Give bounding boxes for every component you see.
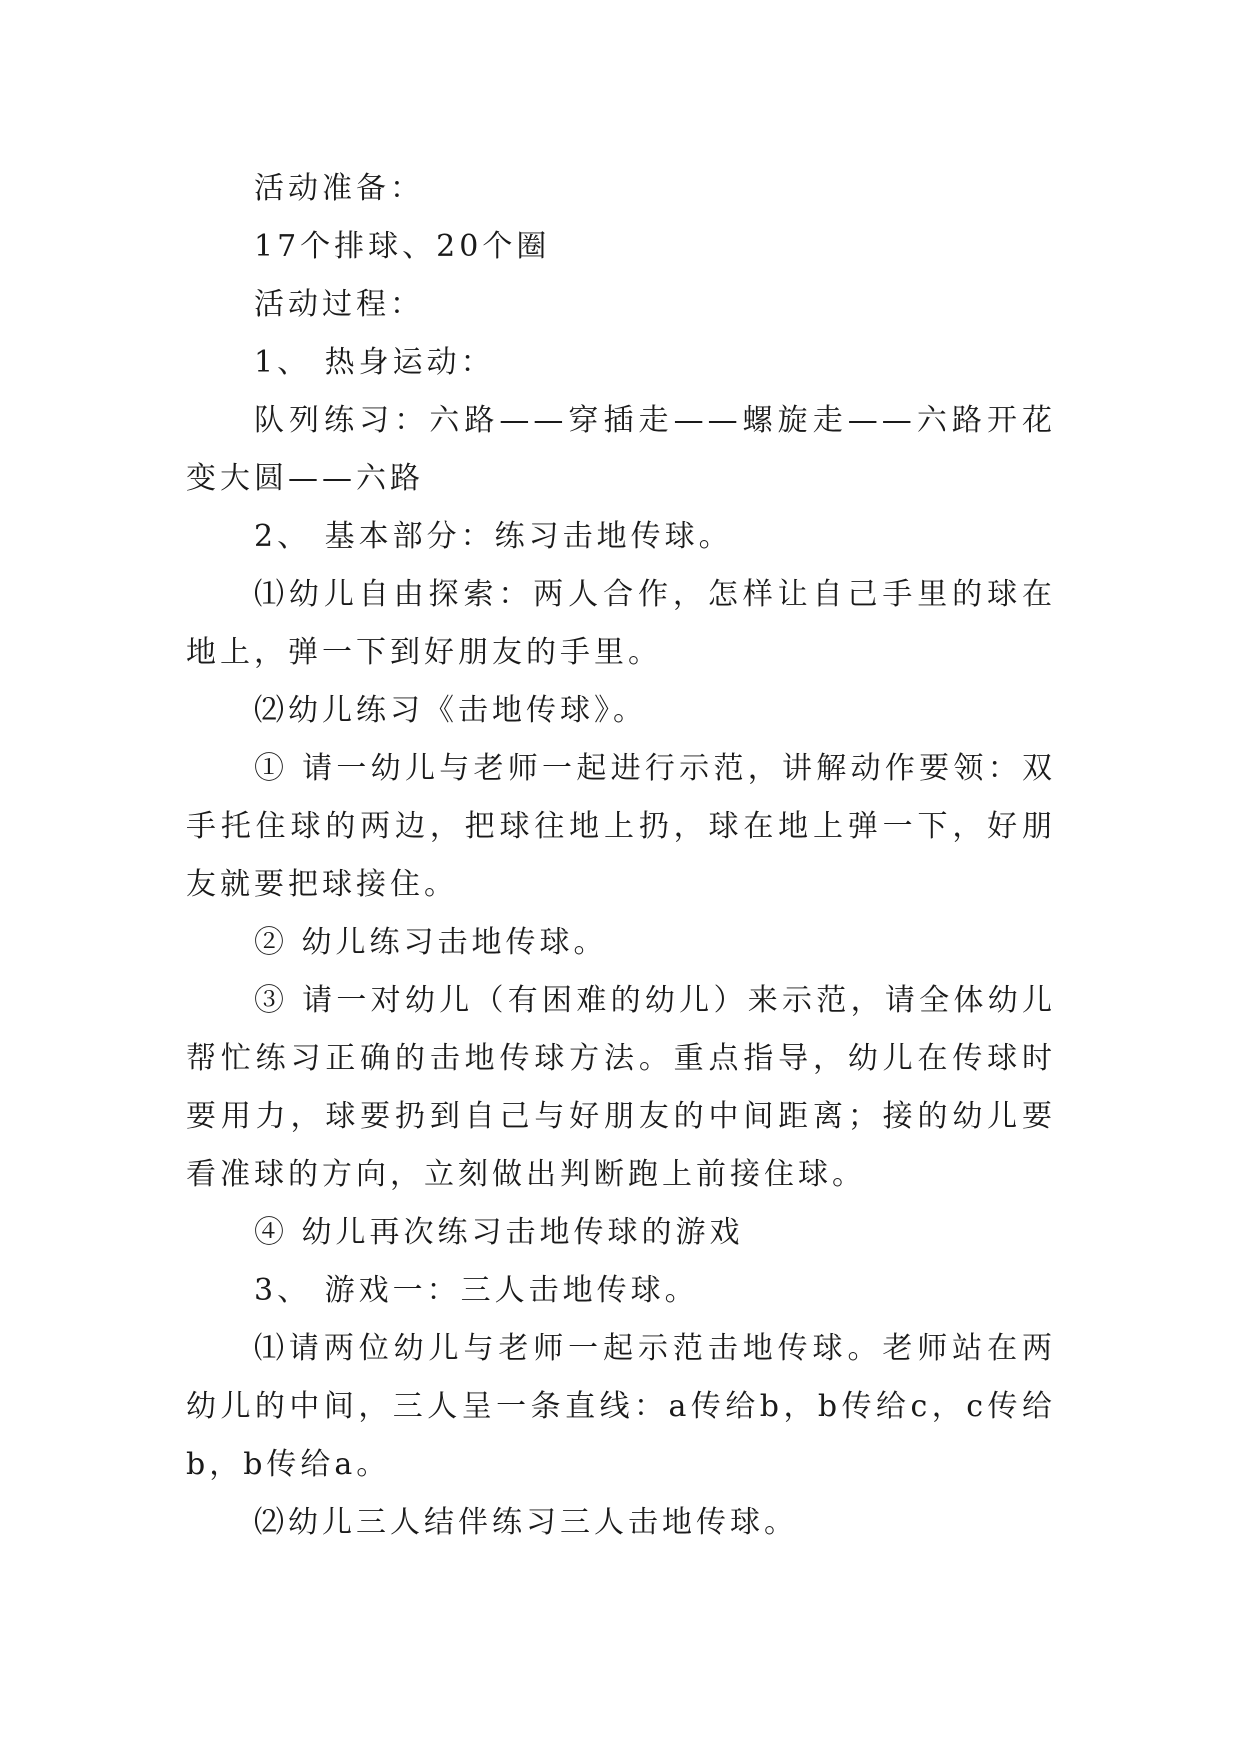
paragraph-activity-process-heading: 活动过程： (254, 287, 424, 322)
paragraph-practice-again: ④ 幼儿再次练习击地传球的游戏 (254, 1215, 744, 1250)
paragraph-bounce-pass-practice: ⑵幼儿练习《击地传球》。 (254, 693, 647, 728)
paragraph-step-1-warmup: 1、 热身运动： (254, 345, 495, 380)
paragraph-step-2-basic: 2、 基本部分：练习击地传球。 (254, 519, 733, 554)
paragraph-materials: 17个排球、20个圈 (254, 229, 551, 264)
paragraph-activity-preparation-heading: 活动准备： (254, 171, 424, 206)
paragraph-three-person-practice: ⑵幼儿三人结伴练习三人击地传球。 (254, 1505, 798, 1540)
paragraph-three-person-demo: ⑴请两位幼儿与老师一起示范击地传球。老师站在两幼儿的中间，三人呈一条直线：a传给b，b传给c，c传给b，b传给a。 (186, 1331, 1056, 1482)
paragraph-demonstration: ① 请一幼儿与老师一起进行示范，讲解动作要领：双手托住球的两边，把球往地上扔，球在地上弹一下，好朋友就要把球接住。 (186, 751, 1056, 902)
paragraph-step-3-game: 3、 游戏一：三人击地传球。 (254, 1273, 699, 1308)
paragraph-pair-demonstration: ③ 请一对幼儿（有困难的幼儿）来示范，请全体幼儿帮忙练习正确的击地传球方法。重点指导，幼儿在传球时要用力，球要扔到自己与好朋友的中间距离；接的幼儿要看准球的方向，立刻做出判断跑上前接住球。 (186, 983, 1056, 1192)
paragraph-free-exploration: ⑴幼儿自由探索：两人合作，怎样让自己手里的球在地上，弹一下到好朋友的手里。 (186, 577, 1056, 670)
document-body (186, 160, 1056, 1552)
paragraph-formation-practice: 队列练习：六路——穿插走——螺旋走——六路开花变大圆——六路 (186, 403, 1056, 496)
paragraph-children-practice: ② 幼儿练习击地传球。 (254, 925, 608, 960)
